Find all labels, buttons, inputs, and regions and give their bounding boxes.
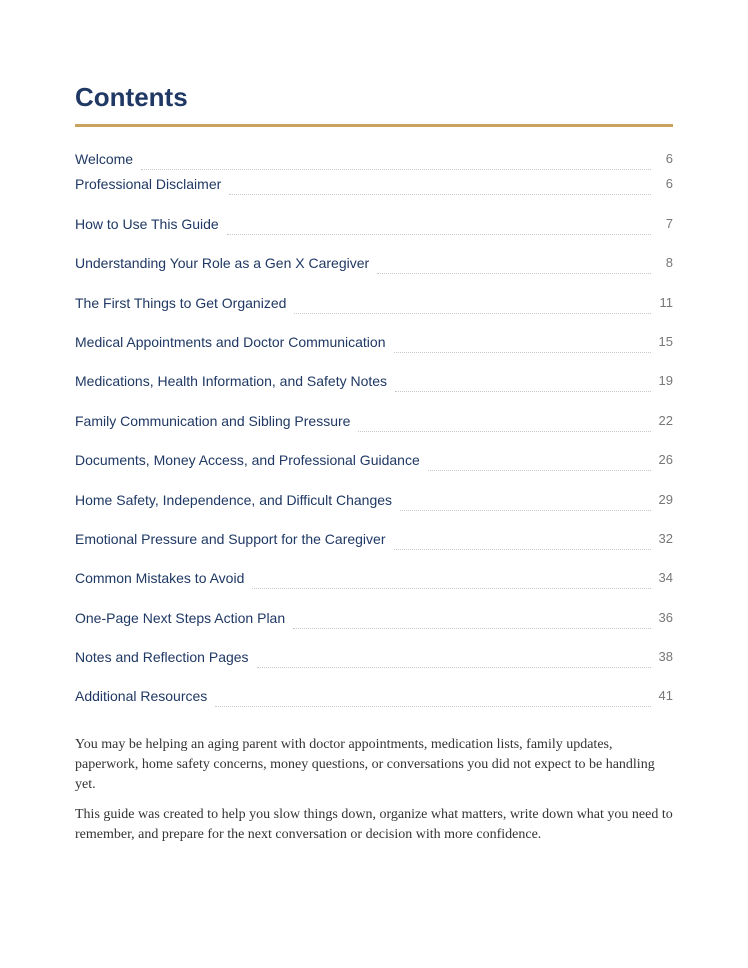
toc-page-number: 41 (658, 688, 673, 704)
toc-entry[interactable] (75, 523, 673, 562)
toc-leader-dots (229, 194, 651, 195)
toc-leader-dots (294, 313, 651, 314)
toc-page-number: 22 (658, 412, 673, 428)
toc-entry[interactable] (75, 680, 673, 719)
toc-entry[interactable] (75, 143, 673, 168)
toc-page-number: 8 (665, 255, 673, 271)
toc-page-number: 15 (658, 333, 673, 349)
toc-entry[interactable] (75, 601, 673, 640)
toc-leader-dots (377, 273, 651, 274)
toc-entry-title[interactable]: Common Mistakes to Avoid (75, 570, 245, 587)
toc-page-number: 32 (658, 530, 673, 546)
toc-leader-dots (395, 391, 650, 392)
contents-page (75, 78, 673, 855)
toc-page-number: 6 (665, 176, 673, 192)
toc-entry-title[interactable]: Notes and Reflection Pages (75, 649, 249, 666)
toc-leader-dots (227, 234, 651, 235)
toc-entry[interactable] (75, 207, 673, 246)
toc-page-number: 19 (658, 373, 673, 389)
toc-leader-dots (141, 169, 651, 170)
toc-entry-title[interactable]: Additional Resources (75, 688, 208, 705)
table-of-contents (75, 143, 673, 719)
toc-leader-dots (252, 588, 650, 589)
toc-entry-title[interactable]: Family Communication and Sibling Pressure (75, 412, 351, 429)
title-divider (75, 124, 673, 127)
toc-entry-title[interactable]: How to Use This Guide (75, 215, 219, 232)
toc-entry-title[interactable]: Welcome (75, 151, 134, 167)
toc-leader-dots (428, 470, 651, 471)
toc-entry[interactable] (75, 168, 673, 207)
toc-entry-title[interactable]: The First Things to Get Organized (75, 294, 287, 311)
toc-entry-title[interactable]: Home Safety, Independence, and Difficult Changes (75, 491, 393, 508)
toc-entry-title[interactable]: Documents, Money Access, and Professional Guidance (75, 452, 420, 469)
toc-entry[interactable] (75, 326, 673, 365)
toc-page-number: 7 (665, 215, 673, 231)
toc-entry-title[interactable]: Medical Appointments and Doctor Communication (75, 333, 386, 350)
toc-page-number: 29 (658, 491, 673, 507)
toc-entry-title[interactable]: Medications, Health Information, and Safety Notes (75, 373, 388, 390)
toc-page-number: 38 (658, 649, 673, 665)
intro-paragraph: This guide was created to help you slow things down, organize what matters, write down what you need to remember, and prepare for the next conversation or decision with more confidence. (75, 807, 673, 843)
toc-leader-dots (394, 352, 651, 353)
toc-page-number: 11 (659, 294, 673, 310)
intro-text (75, 735, 673, 845)
toc-entry[interactable] (75, 483, 673, 522)
toc-page-number: 34 (658, 570, 673, 586)
toc-page-number: 26 (658, 452, 673, 468)
toc-entry-title[interactable]: Emotional Pressure and Support for the Caregiver (75, 530, 386, 547)
toc-entry[interactable] (75, 444, 673, 483)
toc-entry[interactable] (75, 562, 673, 601)
toc-leader-dots (215, 706, 650, 707)
toc-entry[interactable] (75, 641, 673, 680)
toc-page-number: 36 (658, 609, 673, 625)
toc-leader-dots (358, 431, 650, 432)
intro-paragraph: You may be helping an aging parent with doctor appointments, medication lists, family updates, paperwork, home safety concerns, money questions, or conversations you did not expect to be handling yet. (75, 737, 655, 793)
page-title: Contents (75, 82, 188, 112)
toc-page-number: 6 (665, 151, 673, 166)
toc-leader-dots (257, 667, 651, 668)
toc-entry-title[interactable]: One-Page Next Steps Action Plan (75, 609, 286, 626)
toc-entry-title[interactable]: Professional Disclaimer (75, 176, 222, 193)
toc-leader-dots (293, 628, 650, 629)
toc-entry[interactable] (75, 404, 673, 443)
toc-entry-title[interactable]: Understanding Your Role as a Gen X Caregiver (75, 255, 370, 272)
toc-entry[interactable] (75, 365, 673, 404)
toc-entry[interactable] (75, 286, 673, 325)
toc-leader-dots (394, 549, 651, 550)
toc-entry[interactable] (75, 247, 673, 286)
toc-leader-dots (400, 510, 651, 511)
